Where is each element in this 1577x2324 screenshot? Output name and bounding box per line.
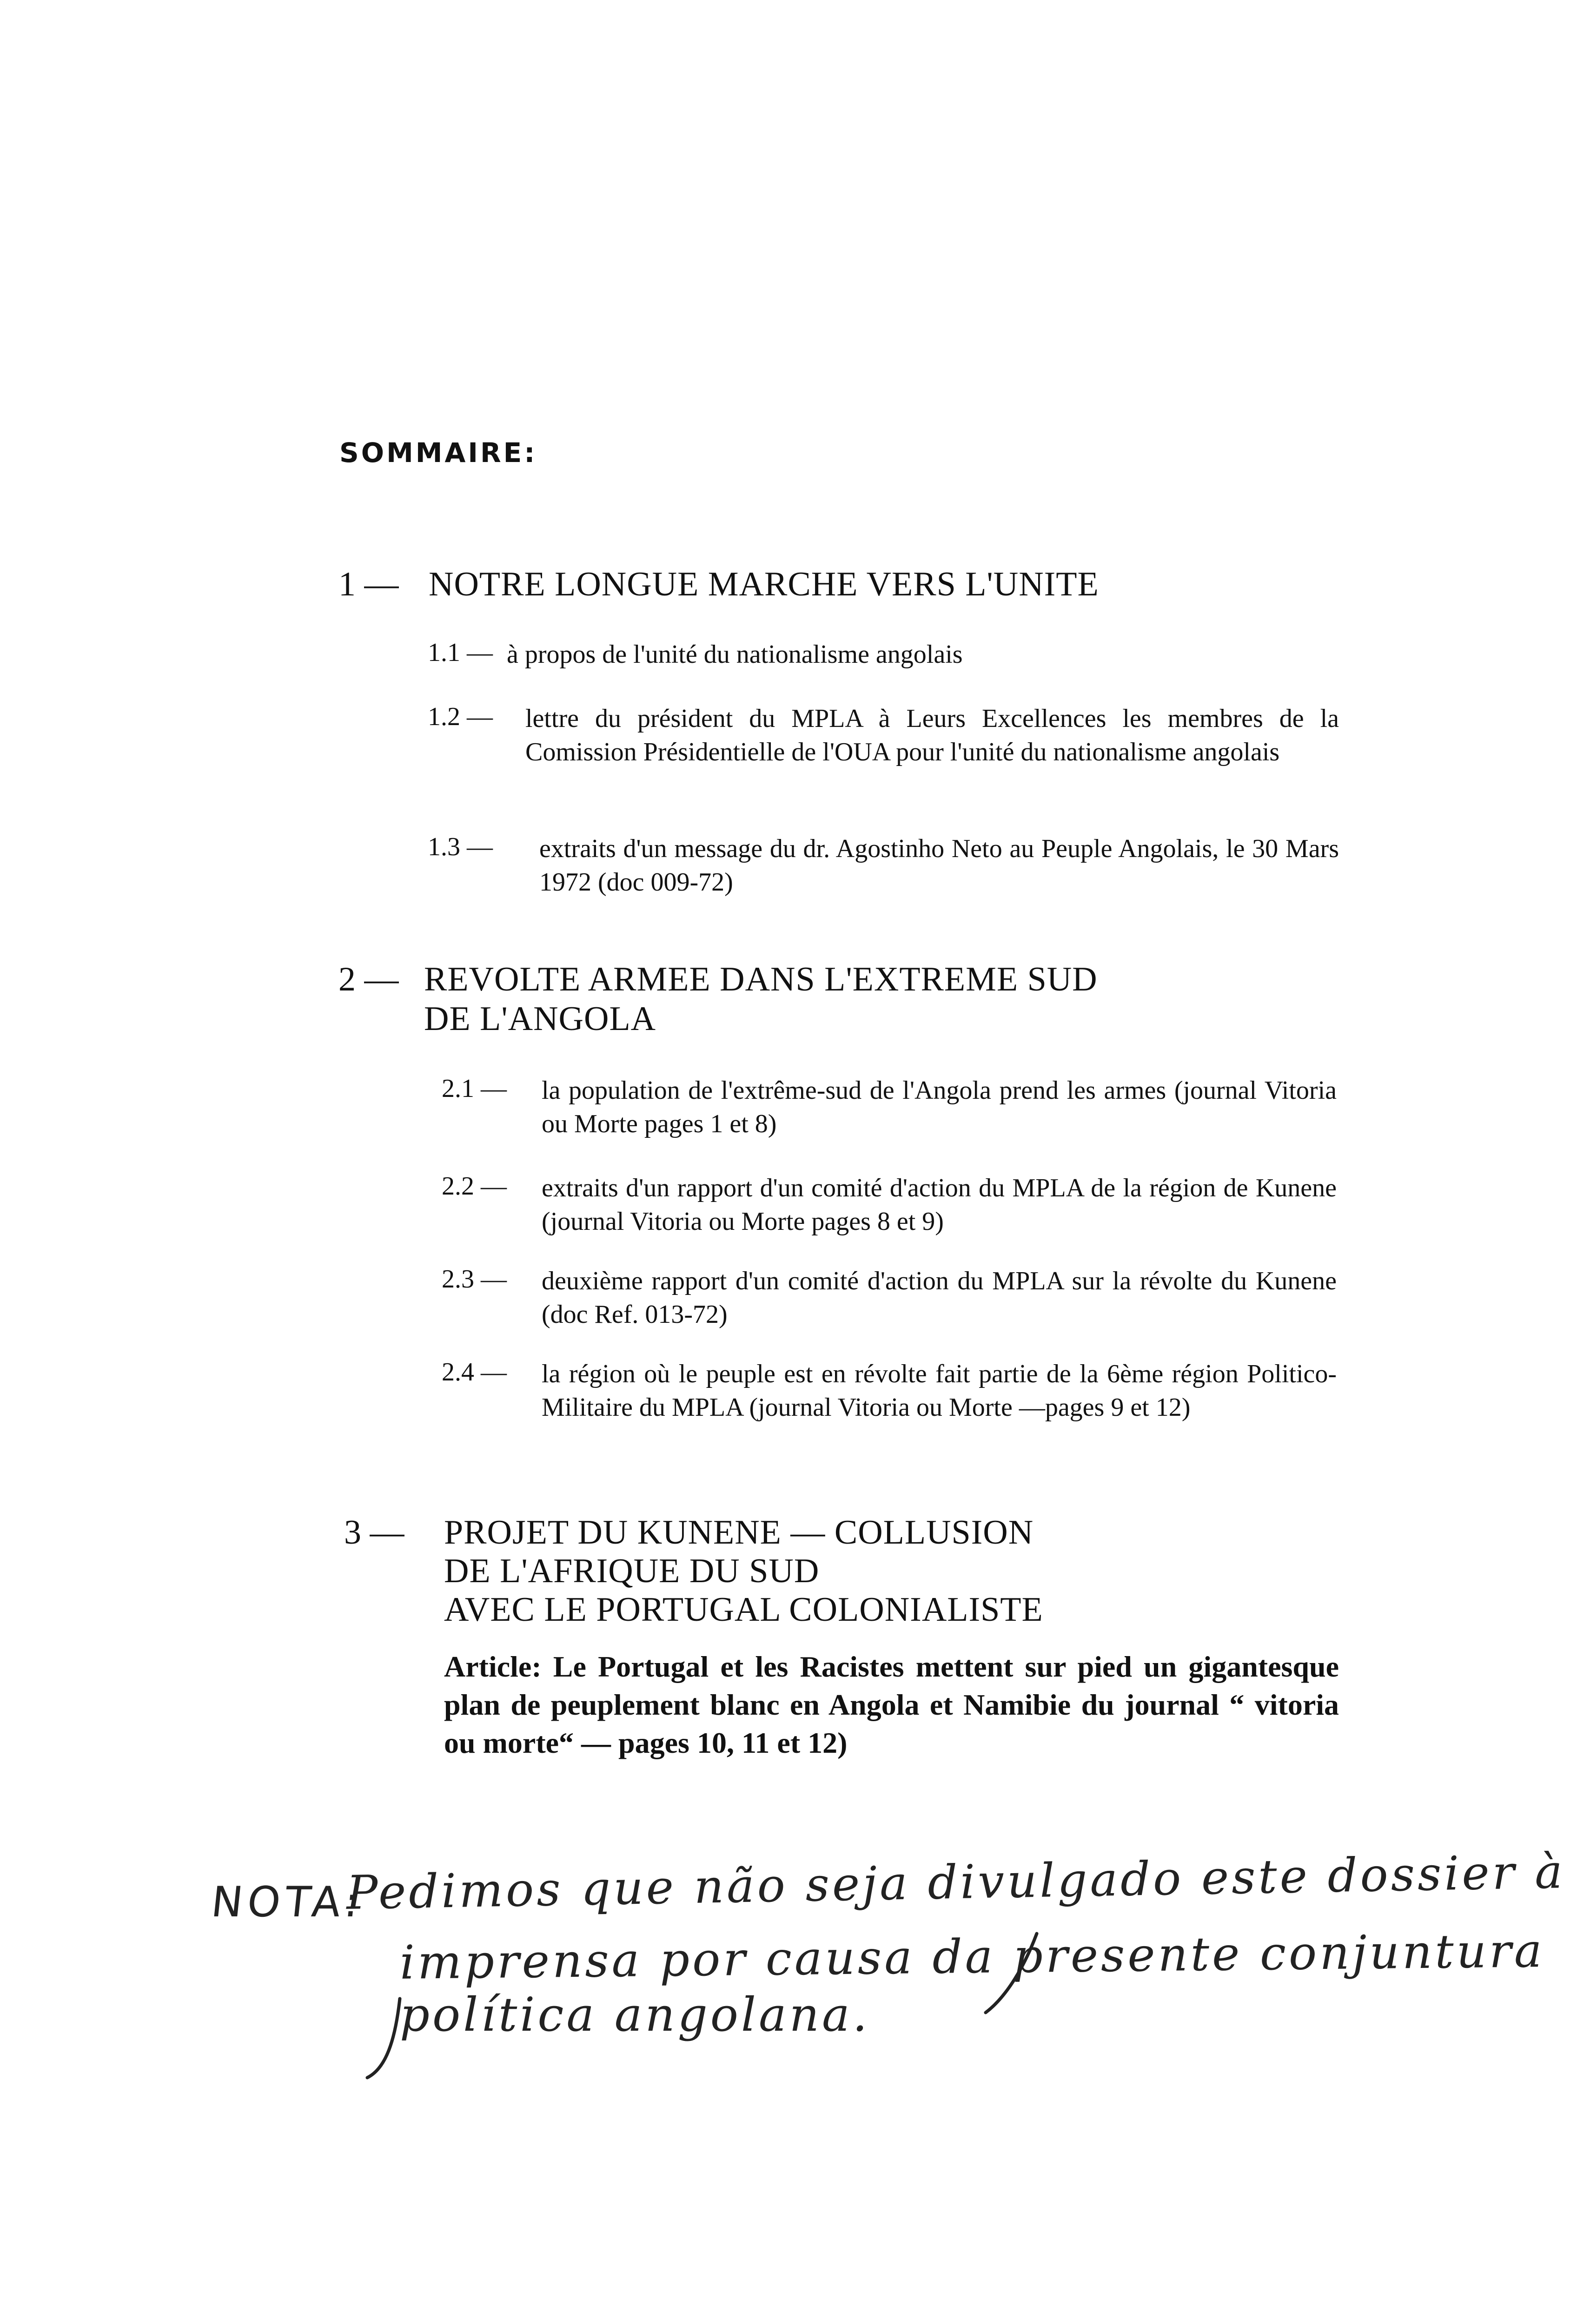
section-3-article: Article: Le Portugal et les Racistes mettent sur pied un gigantesque plan de peuplement blanc en Angola et Namibie du journal “ vitoria ou morte“ — pages 10, 11 et 12)	[444, 1650, 1339, 1759]
item-1-1-text: à propos de l'unité du nationalisme angolais	[507, 640, 963, 669]
handwritten-note-line-2: imprensa por causa da presente conjuntura	[399, 1923, 1545, 1990]
section-1-title: NOTRE LONGUE MARCHE VERS L'UNITE	[429, 565, 1099, 603]
item-1-3-text: extraits d'un message du dr. Agostinho Neto au Peuple Angolais, le 30 Mars 1972 (doc 009-72)	[539, 834, 1339, 897]
section-2-title-line-1: REVOLTE ARMEE DANS L'EXTREME SUD	[424, 960, 1098, 998]
section-3-title-line-1: PROJET DU KUNENE — COLLUSION	[444, 1513, 1034, 1552]
item-1-3-number: 1.3 —	[428, 832, 493, 861]
handwritten-note-line-3: política angolana.	[400, 1987, 870, 2042]
handwritten-nota-label: NOTA:	[209, 1878, 366, 1927]
item-2-1-number: 2.1 —	[442, 1074, 507, 1103]
item-2-3-text: deuxième rapport d'un comité d'action du MPLA sur la révolte du Kunene (doc Ref. 013-72)	[542, 1267, 1337, 1329]
item-1-1-number: 1.1 —	[428, 638, 493, 667]
pen-stroke-descender	[367, 1999, 400, 2078]
handwritten-note-line-1: Pedimos que não seja divulgado este dossier à	[346, 1844, 1566, 1920]
item-2-4-text: la région où le peuple est en révolte fait partie de la 6ème région Politico-Militaire du MPLA (journal Vitoria ou Morte —pages 9 et 12)	[542, 1360, 1337, 1422]
item-2-1-text: la population de l'extrême-sud de l'Angola prend les armes (journal Vitoria ou Morte pages 1 et 8)	[542, 1076, 1337, 1138]
item-2-2-number: 2.2 —	[442, 1172, 507, 1201]
item-1-2-text: lettre du président du MPLA à Leurs Excellences les membres de la Comission Présidentielle de l'OUA pour l'unité du nationalisme angolais	[525, 704, 1339, 766]
section-1-number: 1 —	[338, 565, 399, 603]
summary-heading: SOMMAIRE:	[339, 437, 537, 469]
item-2-2-text: extraits d'un rapport d'un comité d'action du MPLA de la région de Kunene (journal Vitoria ou Morte pages 8 et 9)	[542, 1174, 1337, 1236]
item-2-4-number: 2.4 —	[442, 1358, 507, 1386]
item-1-2-number: 1.2 —	[428, 702, 493, 731]
pen-stroke-f-descender	[986, 1934, 1037, 2013]
item-2-3-number: 2.3 —	[442, 1265, 507, 1294]
section-2-number: 2 —	[338, 960, 399, 998]
section-3-title-line-3: AVEC LE PORTUGAL COLONIALISTE	[444, 1591, 1043, 1629]
section-3-title-line-2: DE L'AFRIQUE DU SUD	[444, 1552, 820, 1590]
section-3-number: 3 —	[344, 1513, 404, 1552]
section-2-title-line-2: DE L'ANGOLA	[424, 1000, 656, 1038]
